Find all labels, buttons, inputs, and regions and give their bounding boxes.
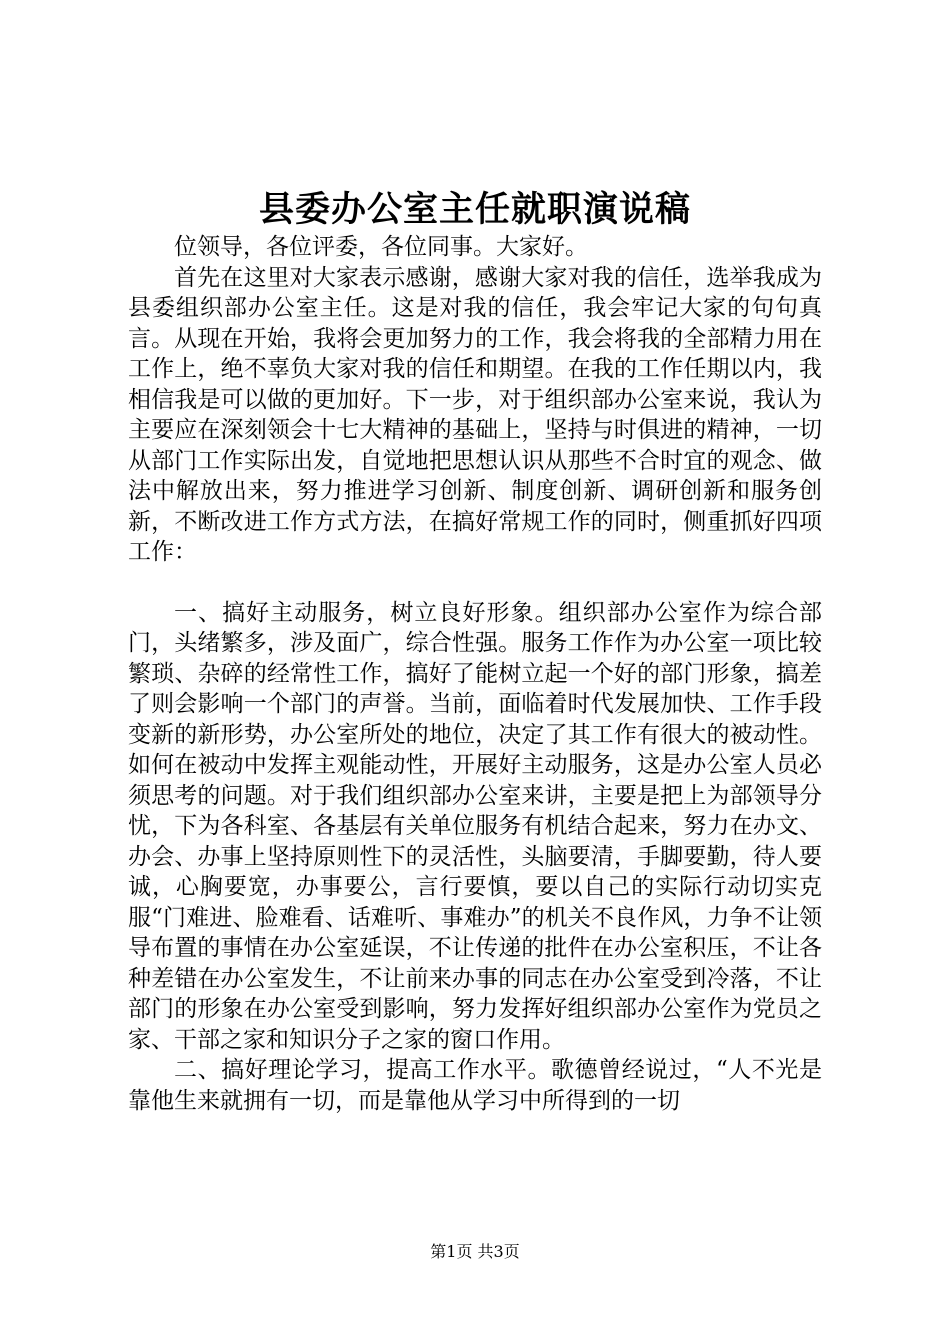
section-two-paragraph: 二、搞好理论学习，提高工作水平。歌德曾经说过，“人不光是靠他生来就拥有一切，而是靠他从学习中所得到的一切 <box>128 1057 822 1114</box>
document-body <box>128 232 822 1116</box>
section-one-paragraph: 一、搞好主动服务，树立良好形象。组织部办公室作为综合部门，头绪繁多，涉及面广，综合性强。服务工作作为办公室一项比较繁琐、杂碎的经常性工作，搞好了能树立起一个好的部门形象，搞差了则会影响一个部门的声誉。当前，面临着时代发展加快、工作手段变新的新形势，办公室所处的地位，决定了其工作有很大的被动性。如何在被动中发挥主观能动性，开展好主动服务，这是办公室人员必须思考的问题。对于我们组织部办公室来讲，主要是把上为部领导分忧，下为各科室、各基层有关单位服务有机结合起来，努力在办文、办会、办事上坚持原则性下的灵活性，头脑要清，手脚要勤，待人要诚，心胸要宽，办事要公，言行要慎，要以自己的实际行动切实克服“门难进、脸难看、话难听、事难办”的机关不良作风，力争不让领导布置的事情在办公室延误，不让传递的批件在办公室积压，不让各种差错在办公室发生，不让前来办事的同志在办公室受到冷落，不让部门的形象在办公室受到影响，努力发挥好组织部办公室作为党员之家、干部之家和知识分子之家的窗口作用。 <box>128 599 822 1053</box>
page-number: 第1页 共3页 <box>430 1242 520 1261</box>
greeting-paragraph: 位领导，各位评委，各位同事。大家好。 <box>174 234 588 260</box>
intro-paragraph: 首先在这里对大家表示感谢，感谢大家对我的信任，选举我成为县委组织部办公室主任。这是对我的信任，我会牢记大家的句句真言。从现在开始，我将会更加努力的工作，我会将我的全部精力用在工作上，绝不辜负大家对我的信任和期望。在我的工作任期以内，我相信我是可以做的更加好。下一步，对于组织部办公室来说，我认为主要应在深刻领会十七大精神的基础上，坚持与时俱进的精神，一切从部门工作实际出发，自觉地把思想认识从那些不合时宜的观念、做法中解放出来，努力推进学习创新、制度创新、调研创新和服务创新，不断改进工作方式方法，在搞好常规工作的同时，侧重抓好四项工作： <box>128 264 822 565</box>
document-title: 县委办公室主任就职演说稿 <box>258 189 691 230</box>
